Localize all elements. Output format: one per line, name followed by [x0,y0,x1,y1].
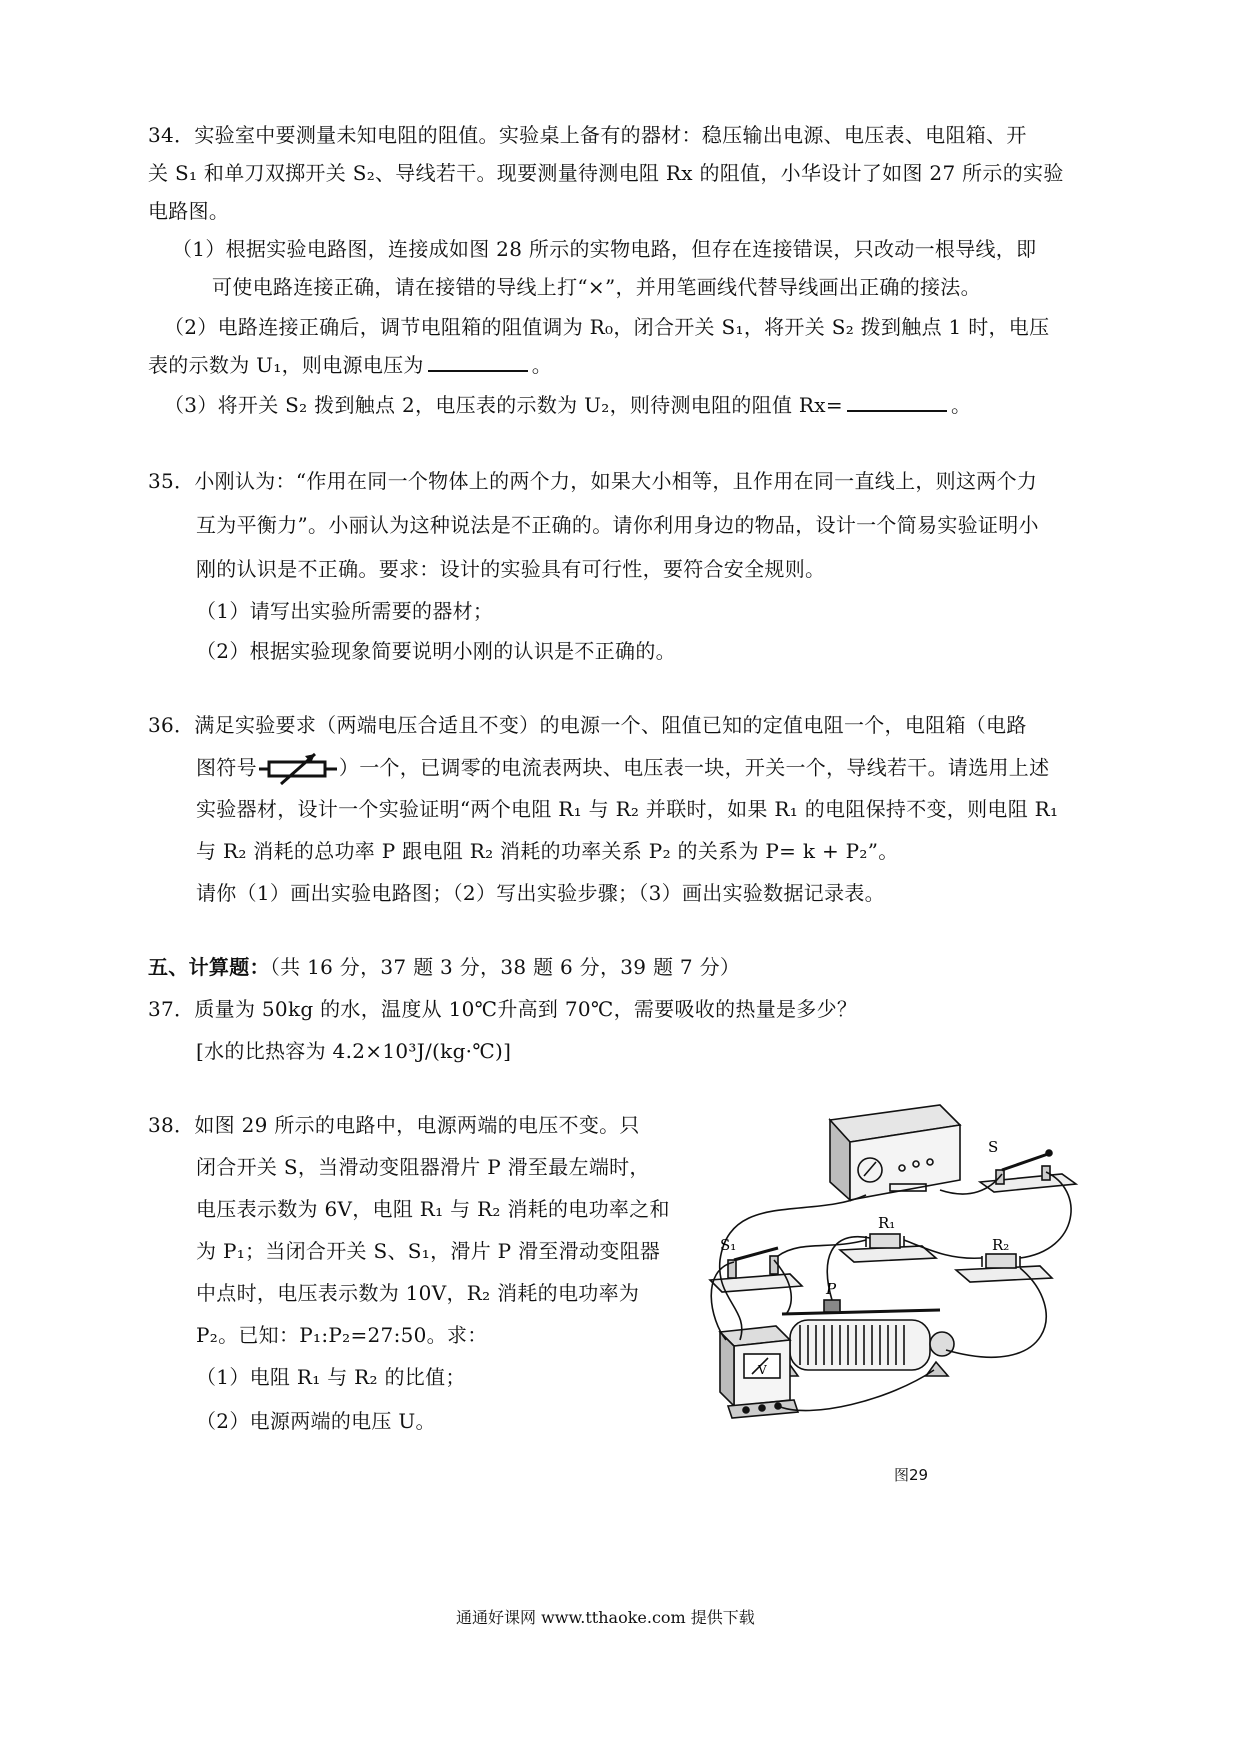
q36-line-5: 请你（1）画出实验电路图；（2）写出实验步骤；（3）画出实验数据记录表。 [196,881,885,905]
q38-line-2: 闭合开关 S，当滑动变阻器滑片 P 滑至最左端时， [196,1155,650,1179]
q34-line-2: 关 S₁ 和单刀双掷开关 S₂、导线若干。现要测量待测电阻 Rx 的阻值，小华设计了如图 27 所示的实验 [148,161,1064,185]
resistance-box-symbol-icon [259,752,337,786]
q37-line-1: 37．质量为 50kg 的水，温度从 10℃升高到 70℃，需要吸收的热量是多少？ [148,997,858,1021]
q34-line-3: 电路图。 [148,199,230,223]
figure-label-r1: R₁ [878,1214,896,1232]
section-5-heading [148,952,740,982]
figure-29-caption: 图29 [894,1466,929,1484]
q35-part-1: （1）请写出实验所需要的器材； [196,599,494,623]
figure-label-s1: S₁ [720,1236,737,1254]
power-supply-icon [830,1105,960,1200]
rheostat-icon [776,1300,954,1376]
q34-line-1: 34．实验室中要测量未知电阻的阻值。实验桌上备有的器材：稳压输出电源、电压表、电阻箱、开 [148,123,1027,147]
q34-part-2-line-1: （2）电路连接正确后，调节电阻箱的阻值调为 R₀，闭合开关 S₁，将开关 S₂ 拨到触点 1 时，电压 [164,315,1050,339]
q38-part-2: （2）电源两端的电压 U。 [196,1409,436,1433]
switch-s1-icon [710,1248,802,1292]
q35-line-2: 互为平衡力”。小丽认为这种说法是不正确的。请你利用身边的物品，设计一个简易实验证明小 [196,513,1039,537]
q36-line-4: 与 R₂ 消耗的总功率 P 跟电阻 R₂ 消耗的功率关系 P₂ 的关系为 P= k + P₂”。 [196,839,899,863]
q34-part-2-text: 表的示数为 U₁，则电源电压为 [148,353,424,377]
figure-label-s: S [988,1138,999,1156]
q38-line-6: P₂。已知：P₁:P₂=27:50。求： [196,1323,488,1347]
q34-part-1-line-1: （1）根据实验电路图，连接成如图 28 所示的实物电路，但存在连接错误，只改动一根导线，即 [172,237,1037,261]
q38-line-4: 为 P₁；当闭合开关 S、S₁，滑片 P 滑至滑动变阻器 [196,1239,661,1263]
q35-line-1: 35．小刚认为：“作用在同一个物体上的两个力，如果大小相等，且作用在同一直线上，则这两个力 [148,469,1038,493]
q35-line-3: 刚的认识是不正确。要求：设计的实验具有可行性，要符合安全规则。 [196,557,826,581]
figure-label-v: V [758,1363,767,1377]
q36-line-1: 36．满足实验要求（两端电压合适且不变）的电源一个、阻值已知的定值电阻一个，电阻箱（电路 [148,713,1027,737]
resistor-r1-icon [840,1234,936,1262]
q34-part-2-line-2 [148,350,552,380]
q36-line-2 [196,752,1049,786]
q36-line-3: 实验器材，设计一个实验证明“两个电阻 R₁ 与 R₂ 并联时，如果 R₁ 的电阻保持不变，则电阻 R₁ [196,797,1059,821]
q34-part-2-end: 。 [531,353,553,377]
q38-line-1: 38．如图 29 所示的电路中，电源两端的电压不变。只 [148,1113,640,1137]
figure-29-circuit-drawing [690,1100,1090,1440]
section-5-detail: （共 16 分，37 题 3 分，38 题 6 分，39 题 7 分） [269,955,741,979]
q38-line-5: 中点时，电压表示数为 10V，R₂ 消耗的电功率为 [196,1281,640,1305]
q35-part-2: （2）根据实验现象简要说明小刚的认识是不正确的。 [196,639,676,663]
page-footer: 通通好课网 www.tthaoke.com 提供下载 [456,1608,755,1627]
figure-label-p: P [826,1280,837,1298]
q34-part-3 [164,390,971,420]
answer-blank-rx[interactable] [847,392,947,412]
q34-part-3-end: 。 [950,393,972,417]
q38-line-3: 电压表示数为 6V，电阻 R₁ 与 R₂ 消耗的电功率之和 [196,1197,670,1221]
switch-s-icon [980,1150,1076,1192]
q38-part-1: （1）电阻 R₁ 与 R₂ 的比值； [196,1365,466,1389]
q34-part-1-line-2: 可使电路连接正确，请在接错的导线上打“×”，并用笔画线代替导线画出正确的接法。 [212,275,981,299]
q37-line-2: [水的比热容为 4.2×10³J/(kg·℃)] [196,1039,512,1063]
q36-line-2-post: ）一个，已调零的电流表两块、电压表一块，开关一个，导线若干。请选用上述 [338,755,1050,780]
q36-line-2-pre: 图符号 [196,755,257,780]
section-5-title: 五、计算题： [148,955,270,979]
q34-part-3-text: （3）将开关 S₂ 拨到触点 2，电压表的示数为 U₂，则待测电阻的阻值 Rx= [164,393,843,417]
figure-label-r2: R₂ [992,1236,1010,1254]
answer-blank-source-voltage[interactable] [428,352,528,372]
